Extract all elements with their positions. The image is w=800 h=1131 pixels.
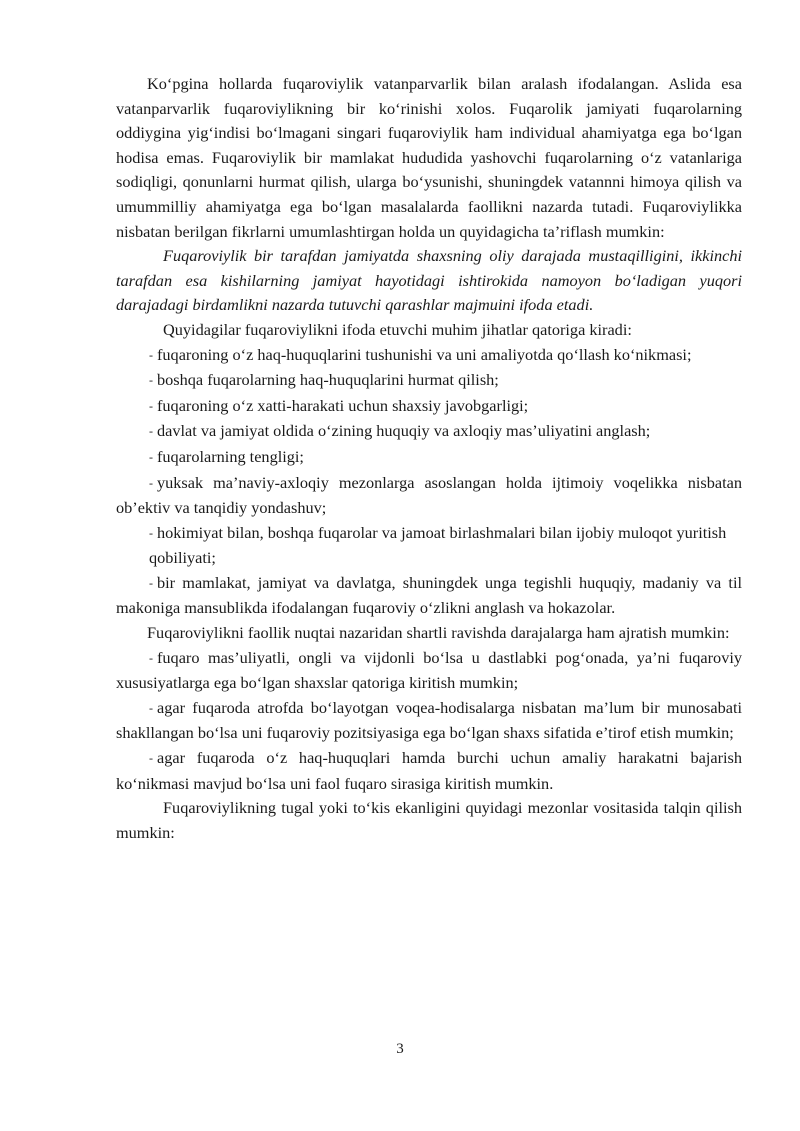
- levels-intro: Fuqaroviylikni faollik nuqtai nazaridan shartli ravishda darajalarga ham ajratish mumkin:: [147, 623, 730, 643]
- bullet-dash: -: [149, 575, 153, 590]
- page-body: [116, 72, 742, 845]
- bullet-dash: -: [149, 347, 153, 362]
- list-item: [116, 343, 742, 369]
- list-item: [116, 571, 742, 621]
- aspects-intro: Quyidagilar fuqaroviylikni ifoda etuvchi muhim jihatlar qatoriga kiradi:: [163, 319, 632, 339]
- page-number: 3: [396, 1041, 404, 1057]
- definition-paragraph: Fuqaroviylik bir tarafdan jamiyatda shaxsning oliy darajada mustaqilligini, ikkinchi tarafdan esa kishilarning jamiyat hayotidagi ishtirokida namoyon bo‘ladigan yuqori darajadagi birdamlikni nazarda tutuvchi qarashlar majmuini ifoda etadi.: [116, 246, 742, 315]
- list-item-text: fuqaro mas’uliyatli, ongli va vijdonli bo‘lsa u dastlabki pog‘onada, ya’ni fuqaroviy xususiyatlarga ega bo‘lgan shaxslar qatoriga kiritish mumkin;: [116, 647, 742, 693]
- bullet-dash: -: [149, 700, 153, 715]
- list-item: [116, 521, 742, 547]
- list-item: [116, 746, 742, 796]
- list-item: [116, 419, 742, 445]
- bullet-dash: -: [149, 449, 153, 464]
- bullet-dash: -: [149, 650, 153, 665]
- list-item-text: davlat va jamiyat oldida o‘zining huquqiy va axloqiy mas’uliyatini anglash;: [157, 421, 651, 441]
- list-item: [116, 445, 742, 471]
- bullet-dash: -: [149, 751, 153, 766]
- list-item: [116, 394, 742, 420]
- criteria-intro: Fuqaroviylikning tugal yoki to‘kis ekanligini quyidagi mezonlar vositasida talqin qilish mumkin:: [116, 798, 742, 842]
- list-item-text: agar fuqaroda atrofda bo‘layotgan voqea-hodisalarga nisbatan ma’lum bir munosabati shakllangan bo‘lsa uni fuqaroviy pozitsiyasiga ega bo‘lgan shaxs sifatida e’tirof etish mumkin;: [116, 697, 742, 743]
- bullet-dash: -: [149, 373, 153, 388]
- list-item-continuation: qobiliyati;: [149, 548, 216, 568]
- list-item-text: fuqarolarning tengligi;: [157, 446, 304, 466]
- list-item-text: boshqa fuqarolarning haq-huquqlarini hurmat qilish;: [157, 370, 499, 390]
- list-item: [116, 368, 742, 394]
- list-item-text: agar fuqaroda o‘z haq-huquqlari hamda burchi uchun amaliy harakatni bajarish ko‘nikmasi mavjud bo‘lsa uni faol fuqaro sirasiga kiritish mumkin.: [116, 748, 742, 793]
- list-item: [116, 471, 742, 521]
- intro-paragraph: Ko‘pgina hollarda fuqaroviylik vatanparvarlik bilan aralash ifodalangan. Aslida esa vatanparvarlik fuqaroviylikning bir ko‘rinishi xolos. Fuqarolik jamiyati fuqarolarning oddiygina yig‘indisi bo‘lmagani singari fuqaroviylik ham individual ahamiyatga ega bo‘lgan hodisa emas. Fuqaroviylik bir mamlakat hududida yashovchi fuqarolarning o‘z vatanlariga sodiqligi, qonunlarni hurmat qilish, ularga bo‘ysunishi, shuningdek vatannni himoya qilish va umummilliy ahamiyatga ega bo‘lgan masalalarda faollikni nazarda tutadi. Fuqaroviylikka nisbatan berilgan fikrlarni umumlashtirgan holda un quyidagicha ta’riflash mumkin:: [116, 74, 742, 241]
- list-item: [116, 696, 742, 746]
- bullet-dash: -: [149, 398, 153, 413]
- bullet-dash: -: [149, 475, 153, 490]
- bullet-dash: -: [149, 424, 153, 439]
- list-item-text: fuqaroning o‘z xatti-harakati uchun shaxsiy javobgarligi;: [157, 395, 529, 415]
- list-item-text: fuqaroning o‘z haq-huquqlarini tushunishi va uni amaliyotda qo‘llash ko‘nikmasi;: [157, 344, 692, 364]
- list-item-text: bir mamlakat, jamiyat va davlatga, shuningdek unga tegishli huquqiy, madaniy va til makoniga mansublikda ifodalangan fuqaroviy o‘zlikni anglash va hokazolar.: [116, 572, 742, 618]
- list-item-text: hokimiyat bilan, boshqa fuqarolar va jamoat birlashmalari bilan ijobiy muloqot yuritish: [157, 522, 727, 542]
- bullet-dash: -: [149, 525, 153, 540]
- list-item: [116, 646, 742, 696]
- list-item-text: yuksak ma’naviy-axloqiy mezonlarga asoslangan holda ijtimoiy voqelikka nisbatan ob’ektiv va tanqidiy yondashuv;: [116, 472, 742, 518]
